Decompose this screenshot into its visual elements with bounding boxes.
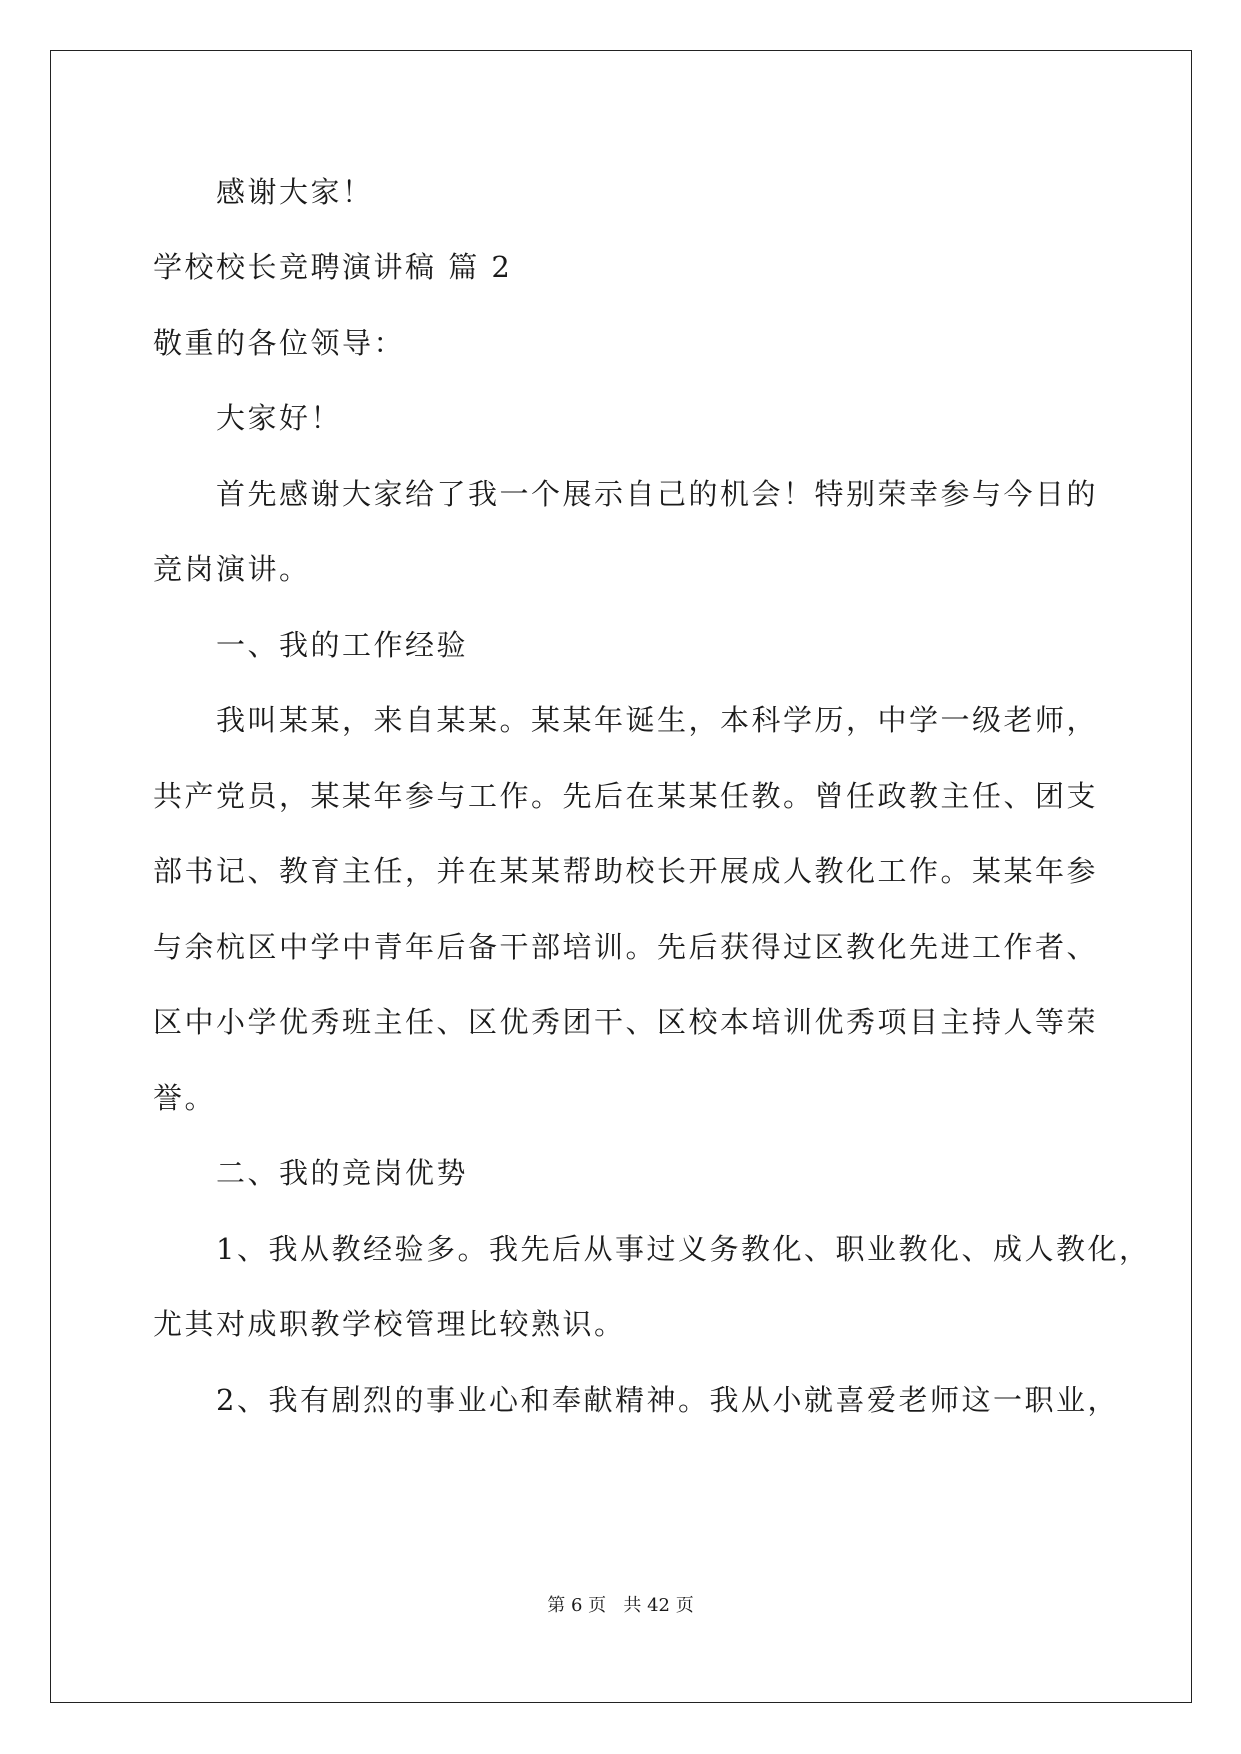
body-line: 竞岗演讲。 xyxy=(153,552,311,586)
body-line: 与余杭区中学中青年后备干部培训。先后获得过区教化先进工作者、 xyxy=(153,930,1099,964)
section-title: 学校校长竞聘演讲稿 篇 2 xyxy=(153,250,513,284)
body-line: 2、我有剧烈的事业心和奉献精神。我从小就喜爱老师这一职业， xyxy=(216,1383,1119,1417)
greeting: 大家好！ xyxy=(216,401,343,435)
body-line: 部书记、教育主任，并在某某帮助校长开展成人教化工作。某某年参 xyxy=(153,854,1099,888)
body-line: 誉。 xyxy=(153,1081,217,1115)
page-number-footer: 第 6 页 共 42 页 xyxy=(547,1595,694,1616)
salutation: 敬重的各位领导： xyxy=(153,326,406,360)
subheading-experience: 一、我的工作经验 xyxy=(216,628,469,662)
body-line: 首先感谢大家给了我一个展示自己的机会！特别荣幸参与今日的 xyxy=(216,477,1099,511)
closing-thanks: 感谢大家！ xyxy=(216,175,374,209)
body-line: 共产党员，某某年参与工作。先后在某某任教。曾任政教主任、团支 xyxy=(153,779,1099,813)
body-line: 1、我从教经验多。我先后从事过义务教化、职业教化、成人教化， xyxy=(216,1232,1151,1266)
body-line: 尤其对成职教学校管理比较熟识。 xyxy=(153,1307,626,1341)
body-line: 区中小学优秀班主任、区优秀团干、区校本培训优秀项目主持人等荣 xyxy=(153,1005,1099,1039)
body-line: 我叫某某，来自某某。某某年诞生，本科学历，中学一级老师， xyxy=(216,703,1099,737)
subheading-advantages: 二、我的竞岗优势 xyxy=(216,1156,469,1190)
